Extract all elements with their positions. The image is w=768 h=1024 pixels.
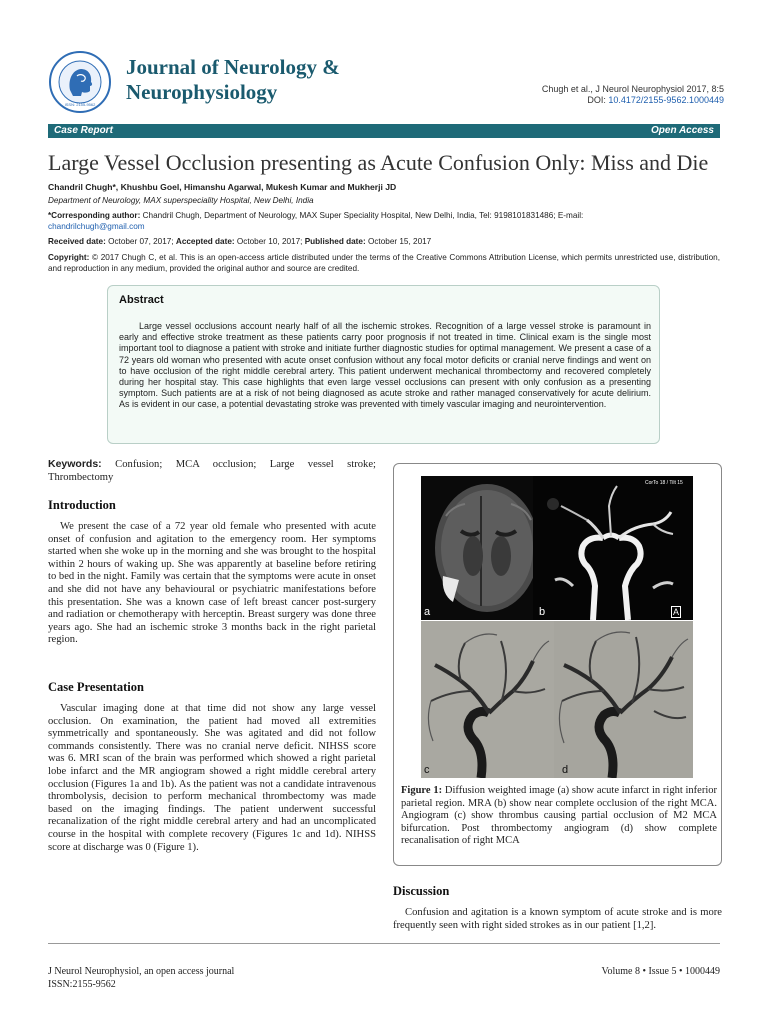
figure-panel-d	[554, 621, 693, 778]
logo-issn: ISSN: 2155-9562	[64, 102, 96, 107]
panel-b-overlay: CorTo 18 / Tilt 15	[645, 480, 683, 486]
article-type: Case Report	[54, 125, 113, 136]
discussion-text: Confusion and agitation is a known symptom of acute stroke and is more frequently seen with right sided strokes as in our patient [1,2].	[393, 907, 722, 931]
figure-caption-text: Diffusion weighted image (a) show acute infarct in right inferior parietal region. MRA (b) show near complete occlusion of the right MCA. Angiogram (c) show thrombus causing partial occlusion of M2 MCA bifurcation. Post thrombectomy angiogram (d) show complete recanalisation of right MCA	[401, 785, 717, 847]
corresponding-author	[48, 210, 720, 232]
citation-line: Chugh et al., J Neurol Neurophysiol 2017, 8:5	[541, 84, 724, 94]
case-presentation-text: Vascular imaging done at that time did not show any large vessel occlusion. On examination, the patient had moved all extremities symmetrically and spontaneously. She was agitated and did not follow commands consistently. There was no cranial nerve deficit. NIHSS score was 6. MRI scan of the brain was performed which showed a right parietal lobe infarct and the MR angiogram showed a right middle cerebral artery occlusion (Figures 1a and 1b). As the patient was not a candidate intravenous thrombolysis, decision to perform mechanical thrombectomy was made based on the imaging findings. The patient underwent successful recanalization of the right middle cerebral artery and had an uncomplicated course in the hospital with complete recovery (Figures 1c and 1d). NIHSS score at discharge was 0 (Figure 1).	[48, 703, 376, 853]
accepted-date: October 10, 2017;	[236, 237, 303, 246]
abstract-heading: Abstract	[119, 294, 164, 306]
received-label: Received date:	[48, 237, 106, 246]
abstract-text: Large vessel occlusions account nearly half of all the ischemic strokes. Recognition of a large vessel stroke is paramount in early and effective stroke treatment as these patients carry poor prognosis if not treated in time. Clinical exam is the single most important tool to diagnose a patient with stroke and initiate further diagnostic studies for optimal management. We present a case of a 72 years old woman who presented with acute onset confusion without any focal motor deficits or cranial nerve findings and went on to have occlusion of the right middle cerebral artery. This patient underwent mechanical thrombectomy and recovered completely during her hospital stay. This case highlights that even large vessel occlusions can present with only confusion as a presenting symptom. Such patients are at a risk of not being diagnosed as acute stroke and rather managed conservatively for acute delirium. As is evident in our case, a potential devastating stroke was prevented with timely vascular imaging and neurointervention.	[119, 321, 651, 410]
panel-b-marker: A	[672, 607, 679, 617]
citation-block	[542, 84, 724, 106]
published-label: Published date:	[304, 237, 366, 246]
doi-line	[542, 95, 724, 106]
keywords	[48, 458, 376, 484]
journal-title-line1: Journal of Neurology &	[126, 55, 340, 79]
footer-volume-line: Volume 8 • Issue 5 • 1000449	[601, 966, 720, 977]
figure-caption-label: Figure 1:	[401, 785, 443, 796]
footer-left	[48, 966, 234, 991]
introduction-heading: Introduction	[48, 498, 116, 512]
published-date: October 15, 2017	[367, 237, 432, 246]
figure-1	[393, 463, 722, 866]
panel-label-b: b	[539, 606, 546, 618]
dates-line	[48, 237, 431, 246]
article-title: Large Vessel Occlusion presenting as Acute Confusion Only: Miss and Die	[48, 150, 709, 175]
article-type-bar	[48, 124, 720, 138]
affiliation: Department of Neurology, MAX superspeciality Hospital, New Delhi, India	[48, 196, 314, 205]
panel-label-a: a	[424, 606, 431, 618]
figure-panel-c	[421, 621, 554, 778]
panel-label-d: d	[562, 764, 569, 776]
keywords-label: Keywords:	[48, 458, 102, 470]
case-presentation-heading: Case Presentation	[48, 680, 144, 694]
doi-label: DOI:	[587, 95, 606, 105]
journal-logo	[48, 50, 112, 114]
footer-journal-line: J Neurol Neurophysiol, an open access journal	[48, 966, 235, 977]
footer-issn-line: ISSN:2155-9562	[48, 978, 116, 990]
copyright-label: Copyright:	[48, 253, 90, 262]
corresponding-label: *Corresponding author:	[48, 211, 141, 220]
discussion-heading: Discussion	[393, 884, 450, 898]
figure-panel-b	[533, 476, 693, 620]
journal-title	[126, 55, 340, 105]
keywords-text: Confusion; MCA occlusion; Large vessel stroke; Thrombectomy	[48, 459, 376, 483]
abstract-box	[107, 285, 660, 444]
footer-divider	[48, 943, 720, 944]
copyright	[48, 252, 720, 274]
corresponding-email[interactable]: chandrilchugh@gmail.com	[48, 222, 145, 231]
accepted-label: Accepted date:	[175, 237, 235, 246]
journal-title-line2: Neurophysiology	[126, 80, 278, 104]
copyright-text: © 2017 Chugh C, et al. This is an open-access article distributed under the terms of the Creative Commons Attribution License, which permits unrestricted use, distribution, and reproduction in any medium, provided the original author and source are credited.	[48, 253, 720, 273]
panel-label-c: c	[424, 764, 430, 776]
open-access-label: Open Access	[651, 125, 714, 136]
figure-caption	[401, 785, 717, 848]
authors: Chandril Chugh*, Khushbu Goel, Himanshu Agarwal, Mukesh Kumar and Mukherji JD	[48, 182, 397, 192]
corresponding-text: Chandril Chugh, Department of Neurology, MAX Super Speciality Hospital, New Delhi, India, Tel: 9198101831486; E-mail:	[142, 211, 584, 220]
introduction-text: We present the case of a 72 year old female who presented with acute onset of confusion and agitation to the emergency room. Her symptoms started when she woke up in the morning and she was brought to the hospital within 2 hours of waking up. She was apparently at baseline before retiring to bed in the night. Family was certain that the symptoms were acute in onset and she did not have any behavioural or psychiatric manifestations before this presentation. She was a known case of left breast cancer post-surgery and radiation or chemotherapy with herceptin. Breast surgery was done three years ago. She had an ischemic stroke 3 months back in the right parietal region.	[48, 521, 376, 646]
received-date: October 07, 2017;	[108, 237, 174, 246]
doi-link[interactable]: 10.4172/2155-9562.1000449	[608, 95, 724, 105]
